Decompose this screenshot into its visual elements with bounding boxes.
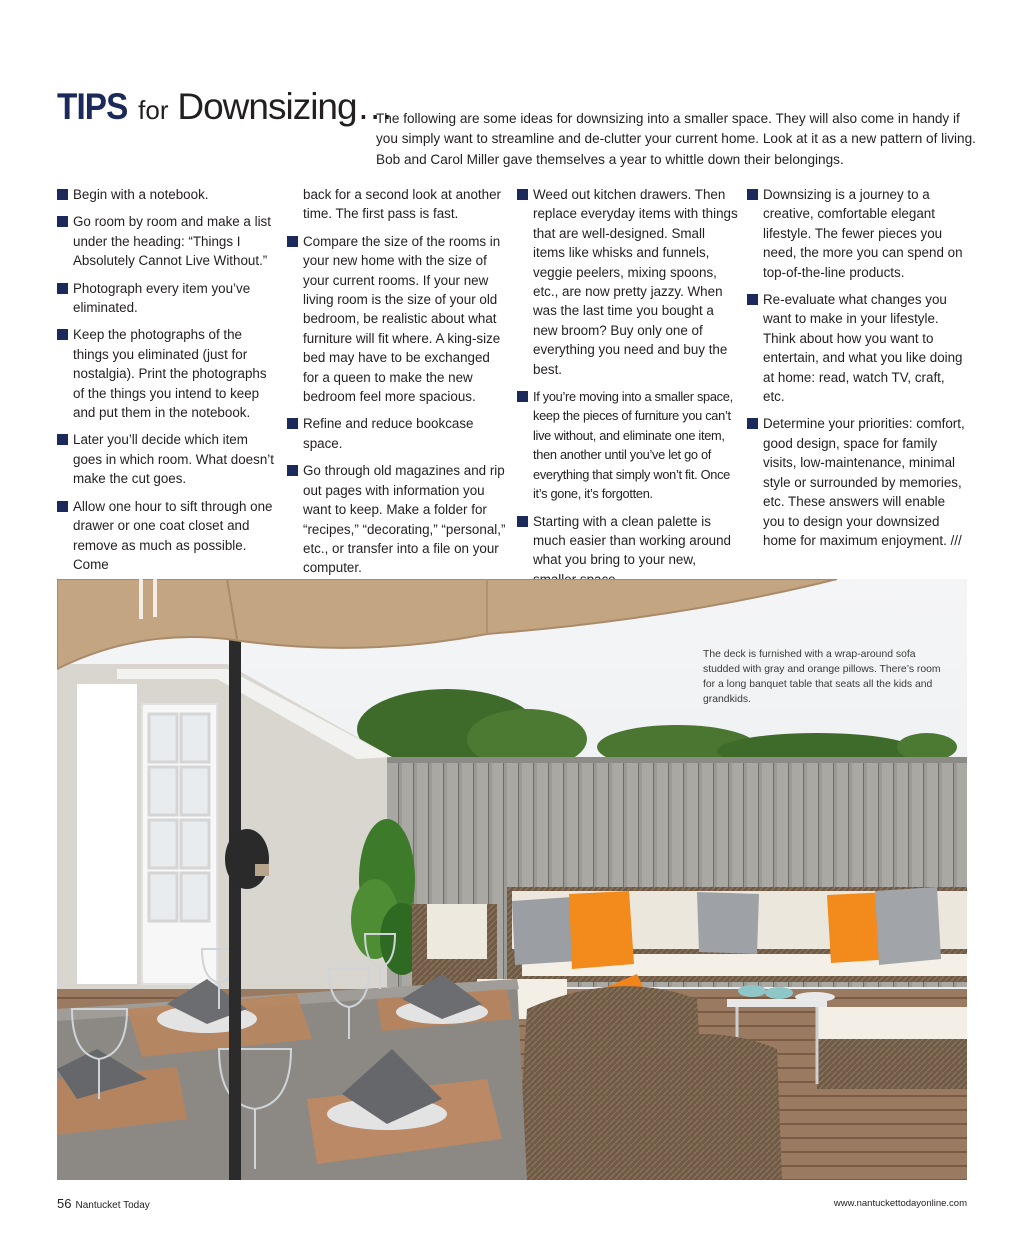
tip-text: Re-evaluate what changes you want to make in your lifestyle. Think about how you want to entertain, and what you like doing at home: read, watch TV, craft, etc. bbox=[763, 292, 963, 405]
page-number: 56 bbox=[57, 1196, 72, 1211]
tips-column-3 bbox=[517, 185, 739, 597]
intro-paragraph: The following are some ideas for downsizing into a smaller space. They will also come in handy if you simply want to streamline and de-clutter your current home. Look at it as a new pattern of living. Bob and Carol Miller gave themselves a year to whittle down their belongings. bbox=[376, 111, 976, 167]
square-bullet-icon bbox=[57, 329, 68, 340]
square-bullet-icon bbox=[57, 501, 68, 512]
square-bullet-icon bbox=[287, 465, 298, 476]
square-bullet-icon bbox=[517, 189, 528, 200]
page-title bbox=[57, 88, 393, 125]
tip-item bbox=[287, 461, 509, 577]
tip-text: Later you’ll decide which item goes in which room. What doesn’t make the cut goes. bbox=[73, 432, 274, 487]
photo-caption: The deck is furnished with a wrap-around sofa studded with gray and orange pillows. There’s room for a long banquet table that seats all the kids and grandkids. bbox=[703, 649, 941, 705]
tip-item bbox=[57, 497, 279, 575]
tip-text: back for a second look at another time. The first pass is fast. bbox=[303, 187, 502, 222]
tip-text: If you’re moving into a smaller space, keep the pieces of furniture you can’t live without, and eliminate one item, then another until you’ve let go of everything that simply won’t fit. Once it’s gone, it’s forgotten. bbox=[533, 389, 733, 502]
tip-item bbox=[287, 414, 509, 453]
tip-text: Refine and reduce bookcase space. bbox=[303, 416, 474, 451]
square-bullet-icon bbox=[287, 418, 298, 429]
tip-item bbox=[747, 290, 969, 406]
square-bullet-icon bbox=[57, 283, 68, 294]
title-tips: TIPS bbox=[57, 86, 128, 127]
tip-text: Go room by room and make a list under the heading: “Things I Absolutely Cannot Live Without.” bbox=[73, 214, 271, 269]
tip-item bbox=[57, 279, 279, 318]
square-bullet-icon bbox=[747, 189, 758, 200]
square-bullet-icon bbox=[517, 391, 528, 402]
website-url: www.nantuckettodayonline.com bbox=[833, 1198, 967, 1209]
tip-text: Allow one hour to sift through one drawer or one coat closet and remove as much as possible. Come bbox=[73, 498, 273, 572]
tip-item bbox=[747, 414, 969, 550]
tips-column-4 bbox=[747, 185, 969, 558]
square-bullet-icon bbox=[517, 516, 528, 527]
tip-text: Compare the size of the rooms in your new home with the size of your current rooms. If your new living room is the size of your old bedroom, be realistic about what furniture will fit where. A king-size bed may have to be exchanged for a queen to make the new bedroom feel more spacious. bbox=[303, 233, 501, 405]
title-for: for bbox=[138, 95, 169, 125]
square-bullet-icon bbox=[287, 236, 298, 247]
tip-item bbox=[57, 325, 279, 422]
tips-column-2 bbox=[287, 185, 509, 586]
dining-table bbox=[57, 974, 527, 1180]
tip-item bbox=[287, 232, 509, 407]
tip-item bbox=[57, 212, 279, 270]
tip-item bbox=[57, 430, 279, 488]
square-bullet-icon bbox=[747, 418, 758, 429]
tip-item bbox=[517, 512, 739, 590]
tip-text: Weed out kitchen drawers. Then replace everyday items with things that are well-designed. Small items like whisks and funnels, veggie peelers, mixing spoons, etc., are now pretty jazzy. When was the last time you bought a new broom? Buy only one of everything you need and buy the best. bbox=[533, 187, 738, 377]
tip-text: Photograph every item you’ve eliminated. bbox=[73, 280, 251, 316]
tip-text: Downsizing is a journey to a creative, comfortable elegant lifestyle. The fewer pieces you need, the more you can spend on top-of-the-line products. bbox=[763, 187, 963, 280]
tip-item bbox=[57, 185, 279, 204]
tip-text: Begin with a notebook. bbox=[73, 187, 209, 202]
folio bbox=[57, 1196, 150, 1211]
title-main: Downsizing… bbox=[177, 86, 393, 127]
square-bullet-icon bbox=[57, 216, 68, 227]
tip-text: Starting with a clean palette is much easier than working around what you bring to your new, bbox=[533, 513, 731, 568]
tip-continuation bbox=[287, 185, 509, 224]
publication-name: Nantucket Today bbox=[75, 1200, 150, 1211]
tip-text: Go through old magazines and rip out pages with information you want to keep. Make a folder for “recipes,” “decorating,” “personal,” etc., or transfer into a file on your computer. bbox=[303, 463, 506, 576]
square-bullet-icon bbox=[57, 189, 68, 200]
tip-item bbox=[517, 185, 739, 379]
tip-text: Keep the photographs of the things you eliminated (just for nostalgia). Print the photographs of the things you intend to keep and put them in the notebook. bbox=[73, 327, 267, 421]
french-door bbox=[77, 684, 217, 984]
tip-item bbox=[747, 185, 969, 282]
tip-item bbox=[517, 387, 739, 503]
tip-text: Determine your priorities: comfort, good design, space for family visits, low-maintenance, minimal style or surrounded by memories, etc. These answers will enable you to design your downsized home for maximum enjoyment. /// bbox=[763, 416, 965, 548]
tips-column-1 bbox=[57, 185, 279, 582]
square-bullet-icon bbox=[57, 434, 68, 445]
square-bullet-icon bbox=[747, 294, 758, 305]
